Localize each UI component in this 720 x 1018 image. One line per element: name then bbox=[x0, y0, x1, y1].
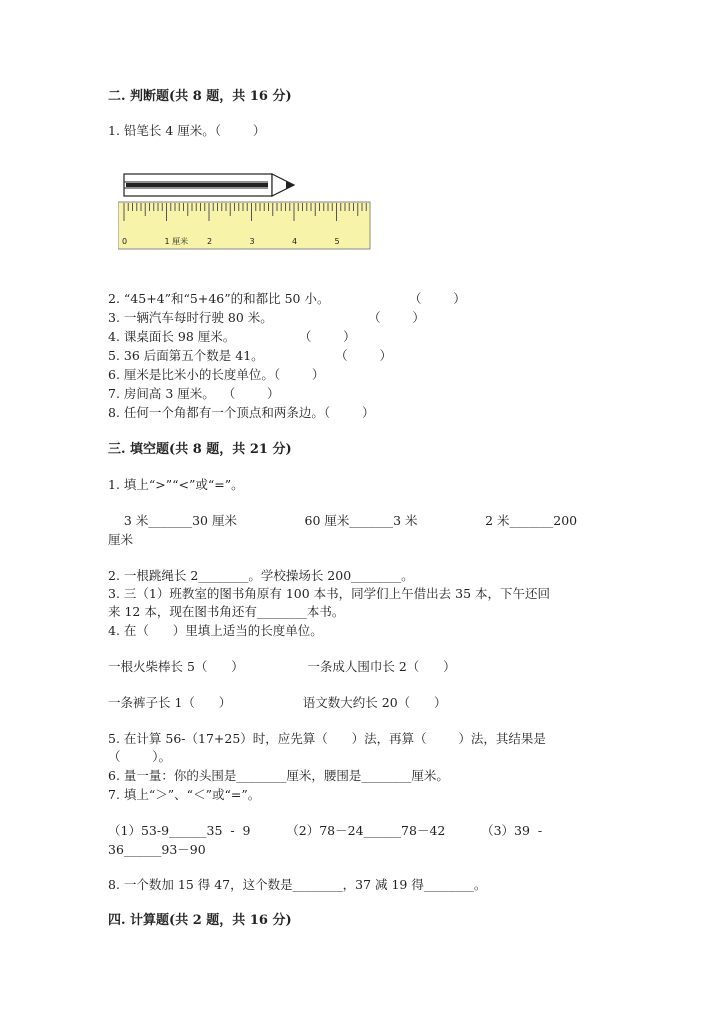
question-3-3: 3. 三（1）班教室的图书角原有 100 本书，同学们上午借出去 35 本，下午还回 bbox=[108, 586, 551, 601]
question-3-5-cont: （ ）。 bbox=[108, 749, 172, 764]
section-2-heading: 二. 判断题(共 8 题，共 16 分) bbox=[108, 89, 292, 104]
question-3-7-row: （1）53-9______35 - 9 （2）78－24______78－42 （3）39 - bbox=[108, 823, 543, 838]
question-2-1: 1. 铅笔长 4 厘米。（ ） bbox=[108, 123, 266, 138]
question-3-4-row1: 一根火柴棒长 5（ ） 一条成人围巾长 2（ ） bbox=[108, 659, 456, 674]
ruler-label: 0 bbox=[122, 237, 128, 246]
question-3-3-cont: 来 12 本，现在图书角还有________本书。 bbox=[108, 604, 345, 619]
ruler-label: 4 bbox=[292, 237, 298, 246]
question-2-3: 3. 一辆汽车每时行驶 80 米。 （ ） bbox=[108, 310, 425, 325]
ruler-label: 1 厘米 bbox=[164, 237, 189, 246]
ruler-label: 3 bbox=[249, 237, 255, 246]
section-4-heading: 四. 计算题(共 2 题，共 16 分) bbox=[108, 913, 292, 928]
question-2-7: 7. 房间高 3 厘米。 （ ） bbox=[108, 386, 280, 401]
question-2-2: 2. “45+4”和“5+46”的和都比 50 小。 （ ） bbox=[108, 291, 466, 306]
question-3-1: 1. 填上“>”“<”或“=”。 bbox=[108, 477, 244, 492]
question-3-7: 7. 填上“＞”、“＜”或“=”。 bbox=[108, 787, 261, 802]
question-3-1-row: 3 米_______30 厘米 60 厘米_______3 米 2 米_______200 bbox=[108, 513, 578, 528]
question-3-8: 8. 一个数加 15 得 47，这个数是________，37 减 19 得________。 bbox=[108, 877, 487, 892]
question-3-5: 5. 在计算 56-（17+25）时，应先算（ ）法，再算（ ）法，其结果是 bbox=[108, 731, 546, 746]
ruler-illustration bbox=[118, 170, 374, 252]
ruler-label: 5 bbox=[334, 237, 340, 246]
ruler-label: 2 bbox=[207, 237, 213, 246]
question-3-2: 2. 一根跳绳长 2________。学校操场长 200________。 bbox=[108, 568, 414, 583]
pencil-ruler-figure bbox=[118, 170, 374, 252]
question-2-6: 6. 厘米是比米小的长度单位。（ ） bbox=[108, 367, 325, 382]
question-2-4: 4. 课桌面长 98 厘米。 （ ） bbox=[108, 329, 356, 344]
section-3-heading: 三. 填空题(共 8 题，共 21 分) bbox=[108, 442, 292, 457]
question-3-1-row-cont: 厘米 bbox=[108, 532, 134, 547]
question-3-4: 4. 在（ ）里填上适当的长度单位。 bbox=[108, 623, 323, 638]
question-2-5: 5. 36 后面第五个数是 41。 （ ） bbox=[108, 348, 392, 363]
question-3-4-row2: 一条裤子长 1（ ） 语文数大约长 20（ ） bbox=[108, 695, 447, 710]
pencil-icon bbox=[124, 174, 294, 196]
question-3-6: 6. 量一量：你的头围是________厘米，腰围是________厘米。 bbox=[108, 768, 449, 783]
question-3-7-row-cont: 36______93－90 bbox=[108, 842, 206, 857]
question-2-8: 8. 任何一个角都有一个顶点和两条边。（ ） bbox=[108, 405, 375, 420]
